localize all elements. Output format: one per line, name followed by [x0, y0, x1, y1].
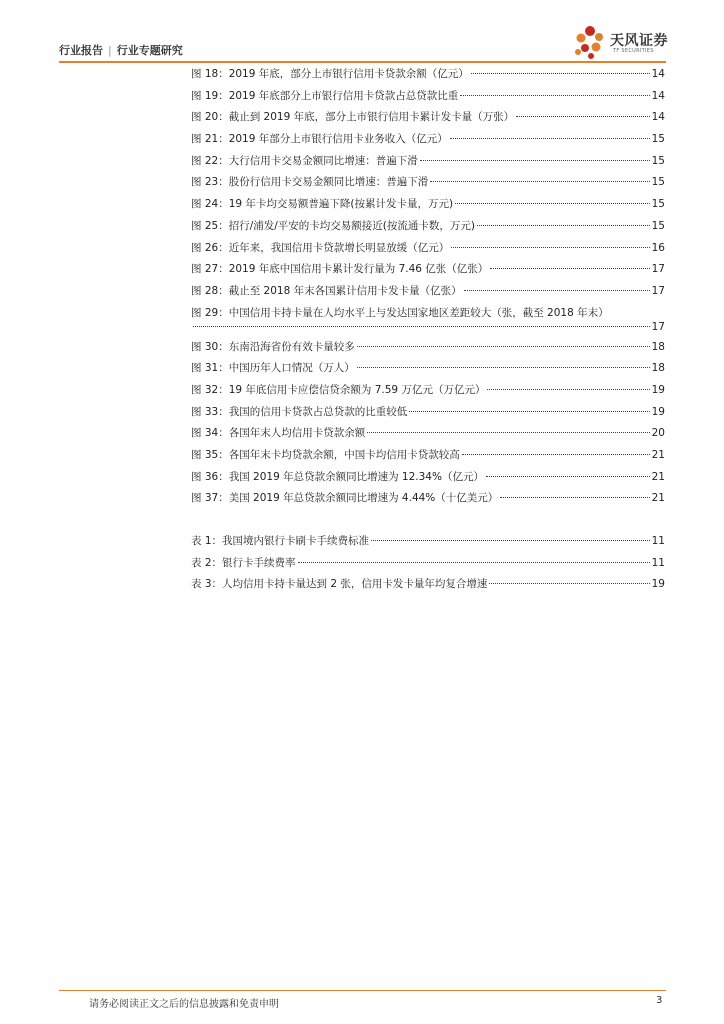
- figure-entry[interactable]: [191, 261, 665, 283]
- section-spacer: [191, 512, 665, 533]
- figure-entry-page: 15: [651, 219, 665, 232]
- figure-entry[interactable]: [191, 283, 665, 305]
- figure-entry[interactable]: [191, 469, 665, 491]
- dot-leader: [298, 562, 650, 563]
- figure-entry-page: 19: [651, 383, 665, 396]
- dot-leader: [477, 225, 650, 226]
- dot-leader: [371, 540, 650, 541]
- table-entry[interactable]: [191, 533, 665, 555]
- figure-entry-title: 图 21：2019 年部分上市银行信用卡业务收入（亿元）: [191, 133, 448, 146]
- figure-entry-title: 图 19：2019 年底部分上市银行信用卡贷款占总贷款比重: [191, 89, 459, 102]
- dot-leader: [487, 389, 649, 390]
- figure-entry-title: 图 28：截止至 2018 年末各国累计信用卡发卡量（亿张）: [191, 284, 462, 297]
- table-entry-page: 11: [651, 535, 665, 548]
- figure-entry-page: 18: [651, 362, 665, 375]
- dot-leader: [486, 476, 650, 477]
- report-type: 行业报告: [59, 44, 103, 57]
- figure-entry-leader-line: [191, 321, 665, 337]
- figure-entry-title: 图 22：大行信用卡交易金额同比增速：普遍下滑: [191, 154, 418, 167]
- figure-entry[interactable]: [191, 196, 665, 218]
- report-category: [59, 42, 183, 58]
- dot-leader: [471, 73, 650, 74]
- figure-entry-title: 图 26：近年来，我国信用卡贷款增长明显放缓（亿元）: [191, 241, 450, 254]
- dot-leader: [455, 203, 650, 204]
- figure-entry-page: 17: [651, 284, 665, 297]
- figure-entry[interactable]: [191, 66, 665, 88]
- figure-entry-page: 15: [651, 176, 665, 189]
- figure-entry[interactable]: [191, 339, 665, 361]
- header-divider: [59, 61, 666, 63]
- figure-entry[interactable]: [191, 131, 665, 153]
- figure-entry[interactable]: [191, 109, 665, 131]
- figure-entry-page: 19: [651, 405, 665, 418]
- figure-entry-page: 15: [651, 198, 665, 211]
- table-of-figures: [191, 66, 665, 598]
- figure-entry-page: 21: [651, 449, 665, 461]
- figure-entry-page: 21: [651, 492, 665, 505]
- dot-leader: [451, 247, 649, 248]
- figure-entry-page: 20: [651, 427, 665, 440]
- logo-flower-icon: [570, 22, 610, 62]
- figure-entry-page: 15: [651, 133, 665, 146]
- figure-entry-title: 图 35：各国年末卡均贷款余额，中国卡均信用卡贷款较高: [191, 449, 460, 461]
- page-header: [0, 0, 724, 70]
- footer-disclaimer: 请务必阅读正文之后的信息披露和免责申明: [89, 999, 279, 1010]
- figure-entry[interactable]: [191, 88, 665, 110]
- figure-entry-page: 21: [651, 470, 665, 483]
- figure-entry-title: 图 31：中国历年人口情况（万人）: [191, 362, 355, 375]
- table-entry-page: 19: [651, 578, 665, 591]
- dot-leader: [357, 367, 650, 368]
- dot-leader: [500, 497, 649, 498]
- figure-entry[interactable]: [191, 174, 665, 196]
- figure-entry-title: 图 29：中国信用卡持卡量在人均水平上与发达国家地区差距较大（张，截至 2018 年末）: [191, 306, 609, 319]
- figure-entry-page: 15: [651, 154, 665, 167]
- dot-leader: [357, 346, 650, 347]
- figure-entry-page: 14: [651, 111, 665, 124]
- page-number: 3: [656, 995, 663, 1006]
- figure-entry[interactable]: [191, 447, 665, 469]
- figure-entry-title: 图 20：截止到 2019 年底，部分上市银行信用卡累计发卡量（万张）: [191, 111, 515, 124]
- figure-entry[interactable]: [191, 305, 665, 339]
- figure-entry-title: 图 36：我国 2019 年总贷款余额同比增速为 12.34%（亿元）: [191, 470, 484, 483]
- table-entry-title: 表 3：人均信用卡持卡量达到 2 张，信用卡发卡量年均复合增速: [191, 578, 488, 591]
- dot-leader: [193, 326, 650, 327]
- figure-entry[interactable]: [191, 490, 665, 512]
- figure-entry-title: 图 23：股份行信用卡交易金额同比增速：普遍下滑: [191, 176, 429, 189]
- dot-leader: [450, 138, 650, 139]
- figure-entry-page: 16: [651, 241, 665, 254]
- figure-entry-page: 17: [651, 320, 665, 333]
- figure-entry-title: 图 34：各国年末人均信用卡贷款余额: [191, 427, 366, 440]
- figure-entry-title: 图 24：19 年卡均交易额普遍下降(按累计发卡量，万元): [191, 198, 454, 211]
- figure-entry-page: 14: [651, 68, 665, 80]
- logo-name-cn: 天风证券: [610, 33, 668, 49]
- figure-entry[interactable]: [191, 153, 665, 175]
- dot-leader: [367, 432, 649, 433]
- table-entry-title: 表 1：我国境内银行卡刷卡手续费标准: [191, 535, 370, 548]
- figure-entry-title: 图 37：美国 2019 年总贷款余额同比增速为 4.44%（十亿美元）: [191, 492, 499, 505]
- dot-leader: [489, 583, 649, 584]
- footer-divider: [59, 990, 666, 991]
- figure-entry-title: 图 33：我国的信用卡贷款占总贷款的比重较低: [191, 405, 408, 418]
- figure-entry-title: 图 18：2019 年底，部分上市银行信用卡贷款余额（亿元）: [191, 68, 469, 80]
- figure-entry[interactable]: [191, 404, 665, 426]
- dot-leader: [490, 268, 649, 269]
- figure-entry-title: 图 25：招行/浦发/平安的卡均交易额接近(按流通卡数，万元): [191, 219, 475, 232]
- figure-entry-page: 14: [651, 89, 665, 102]
- dot-leader: [516, 116, 650, 117]
- figure-entry-page: 18: [651, 340, 665, 353]
- figure-entry[interactable]: [191, 360, 665, 382]
- figure-entry-title: 图 27：2019 年底中国信用卡累计发行量为 7.46 亿张（亿张）: [191, 263, 489, 276]
- figure-entry-title: 图 32：19 年底信用卡应偿信贷余额为 7.59 万亿元（万亿元）: [191, 383, 486, 396]
- table-entry-page: 11: [651, 556, 665, 569]
- dot-leader: [462, 454, 650, 455]
- company-logo: [570, 22, 670, 62]
- table-entry[interactable]: [191, 576, 665, 598]
- figure-entry-page: 17: [651, 263, 665, 276]
- dot-leader: [464, 290, 650, 291]
- figure-entry[interactable]: [191, 218, 665, 240]
- table-entry[interactable]: [191, 555, 665, 577]
- dot-leader: [460, 95, 649, 96]
- header-separator: |: [108, 44, 112, 57]
- dot-leader: [430, 181, 649, 182]
- table-entry-title: 表 2：银行卡手续费率: [191, 556, 296, 569]
- dot-leader: [409, 411, 649, 412]
- logo-name-en: TF SECURITIES: [613, 48, 654, 54]
- dot-leader: [420, 160, 650, 161]
- report-subtype: 行业专题研究: [116, 44, 183, 57]
- figure-entry[interactable]: [191, 425, 665, 447]
- figure-entry[interactable]: [191, 240, 665, 262]
- figure-entry-title: 图 30：东南沿海省份有效卡量较多: [191, 340, 355, 353]
- figure-entry[interactable]: [191, 382, 665, 404]
